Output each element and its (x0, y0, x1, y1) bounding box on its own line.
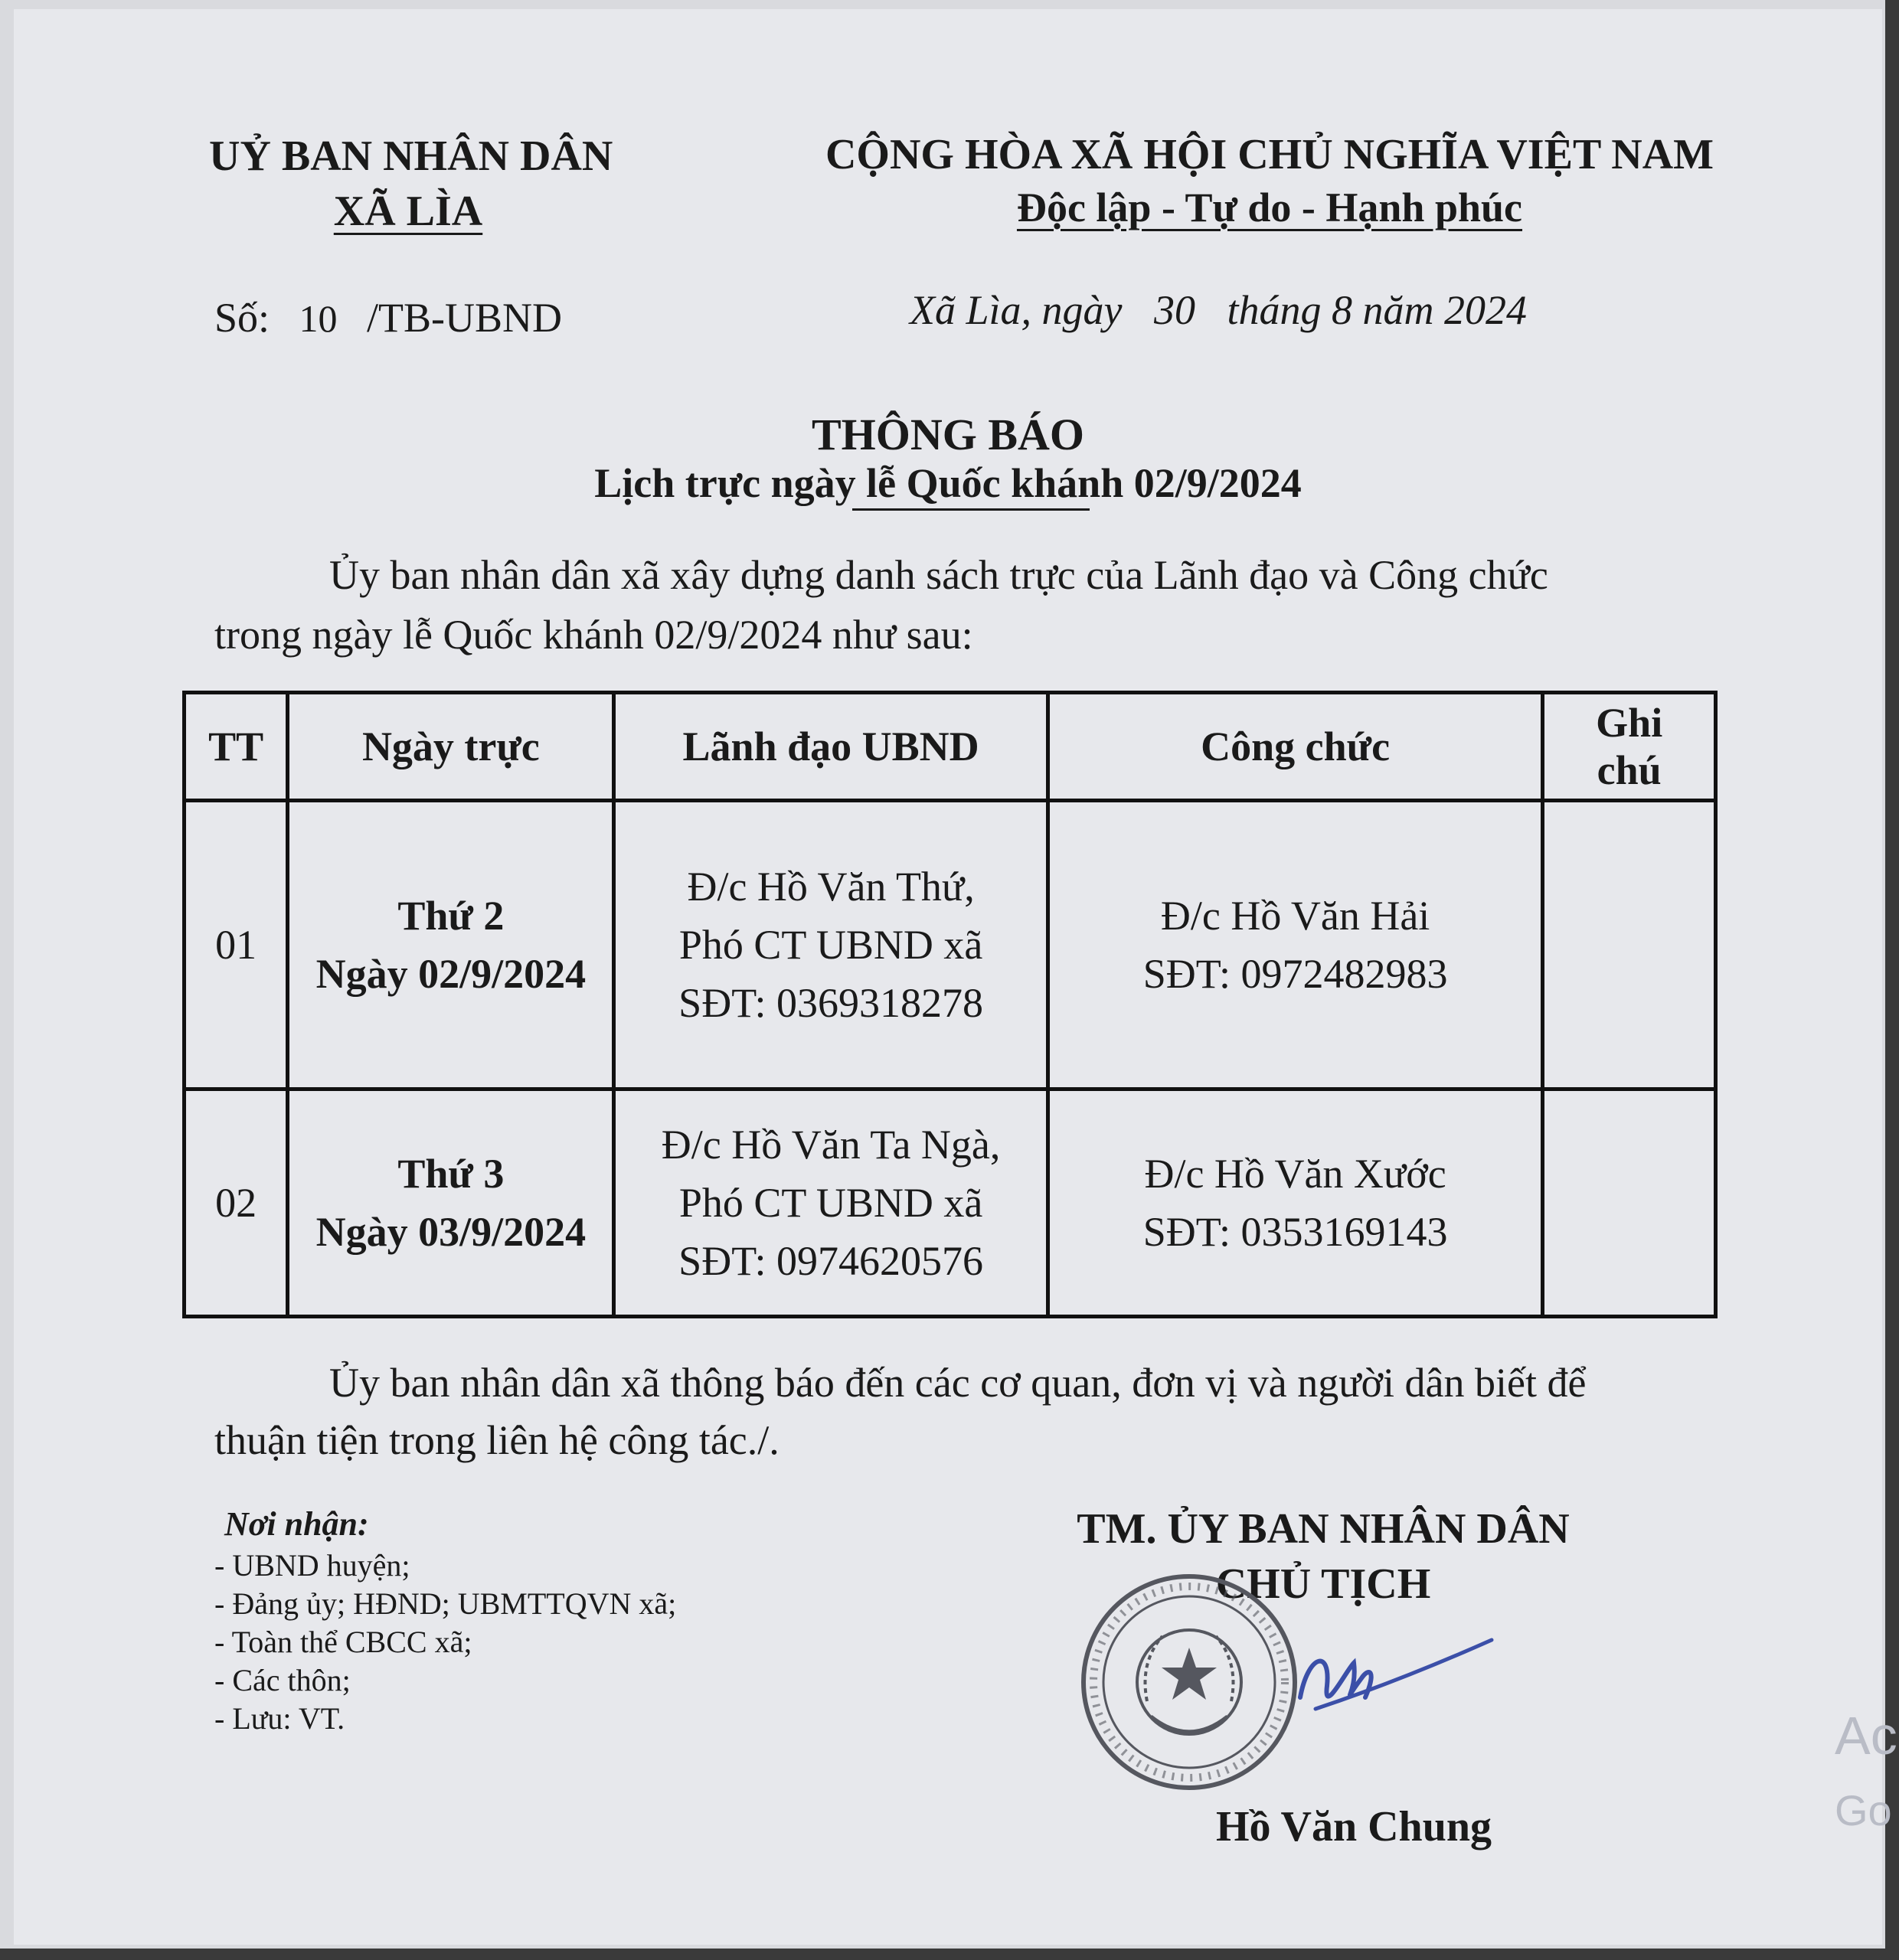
header-note-line1: Ghi (1596, 700, 1663, 746)
notice-subtitle: Lịch trực ngày lễ Quốc khánh 02/9/2024 (594, 460, 1302, 506)
official-seal-icon (1078, 1571, 1300, 1793)
national-title: CỘNG HÒA XÃ HỘI CHỦ NGHĨA VIỆT NAM (825, 131, 1714, 178)
intro-line-1: Ủy ban nhân dân xã xây dựng danh sách trực của Lãnh đạo và Công chức (329, 552, 1548, 598)
place-date-prefix: Xã Lìa, ngày (910, 287, 1123, 333)
staff-phone: SĐT: 0353169143 (1142, 1209, 1448, 1255)
leader-phone: SĐT: 0974620576 (678, 1238, 983, 1284)
duty-day-cell (288, 801, 614, 1089)
place-date (910, 286, 1527, 334)
table-row (185, 801, 1716, 1089)
recipient-item: - Toàn thể CBCC xã; (214, 1625, 472, 1659)
title-underline (852, 508, 1090, 511)
number-suffix: /TB-UBND (367, 295, 563, 341)
closing-line-2: thuận tiện trong liên hệ công tác./. (214, 1417, 780, 1463)
staff-phone: SĐT: 0972482983 (1142, 951, 1448, 997)
header-note-line2: chú (1597, 747, 1662, 793)
national-motto: Độc lập - Tự do - Hạnh phúc (1016, 185, 1523, 230)
leader-cell (614, 1089, 1048, 1317)
signing-org: TM. ỦY BAN NHÂN DÂN (1077, 1505, 1570, 1553)
document-number (214, 294, 562, 341)
commune-name-wrap (209, 187, 607, 236)
duty-schedule-table (182, 691, 1718, 1318)
duty-day-cell (288, 1089, 614, 1317)
signing-position: CHỦ TỊCH (1215, 1560, 1431, 1608)
recipients-title: Nơi nhận: (224, 1505, 369, 1543)
agency-name: UỶ BAN NHÂN DÂN (209, 132, 613, 180)
duty-date: Ngày 03/9/2024 (315, 1209, 587, 1255)
document-page (14, 9, 1897, 1945)
duty-weekday: Thứ 3 (397, 1151, 505, 1197)
leader-name: Đ/c Hồ Văn Thứ, (687, 864, 975, 910)
duty-date: Ngày 02/9/2024 (315, 951, 587, 997)
note-cell (1543, 801, 1716, 1089)
notice-title: THÔNG BÁO (811, 410, 1085, 459)
staff-name: Đ/c Hồ Văn Xước (1144, 1151, 1446, 1197)
number-value: 10 (299, 297, 338, 340)
staff-name: Đ/c Hồ Văn Hải (1160, 893, 1430, 939)
recipient-item: - Các thôn; (214, 1663, 351, 1697)
duty-weekday: Thứ 2 (397, 893, 505, 939)
watermark-line-1: Ac (1835, 1706, 1897, 1766)
header-duty-day: Ngày trực (288, 693, 614, 801)
signature-icon (1285, 1625, 1499, 1740)
signer-name: Hồ Văn Chung (1215, 1803, 1492, 1851)
header-leader: Lãnh đạo UBND (614, 693, 1048, 801)
motto-wrap (802, 184, 1737, 231)
leader-phone: SĐT: 0369318278 (678, 980, 983, 1026)
leader-title: Phó CT UBND xã (678, 1180, 983, 1226)
closing-line-1: Ủy ban nhân dân xã thông báo đến các cơ quan, đơn vị và người dân biết để (329, 1360, 1587, 1406)
recipient-item: - UBND huyện; (214, 1548, 410, 1583)
recipient-item: - Lưu: VT. (214, 1701, 345, 1736)
leader-cell (614, 801, 1048, 1089)
staff-cell (1048, 1089, 1543, 1317)
watermark-line-2: Go (1835, 1786, 1892, 1834)
place-date-rest: tháng 8 năm 2024 (1227, 287, 1527, 333)
staff-cell (1048, 801, 1543, 1089)
row-number: 01 (185, 801, 288, 1089)
commune-name: XÃ LÌA (333, 188, 483, 235)
row-number: 02 (185, 1089, 288, 1317)
note-cell (1543, 1089, 1716, 1317)
header-tt: TT (185, 693, 288, 801)
recipient-item: - Đảng ủy; HĐND; UBMTTQVN xã; (214, 1586, 677, 1621)
leader-title: Phó CT UBND xã (678, 922, 983, 968)
date-day: 30 (1154, 287, 1195, 333)
header-staff: Công chức (1048, 693, 1543, 801)
table-row (185, 1089, 1716, 1317)
header-note (1543, 693, 1716, 801)
leader-name: Đ/c Hồ Văn Ta Ngà, (661, 1122, 1001, 1168)
intro-line-2: trong ngày lễ Quốc khánh 02/9/2024 như sau: (214, 612, 973, 658)
number-label: Số: (214, 295, 270, 341)
table-header-row (185, 693, 1716, 801)
